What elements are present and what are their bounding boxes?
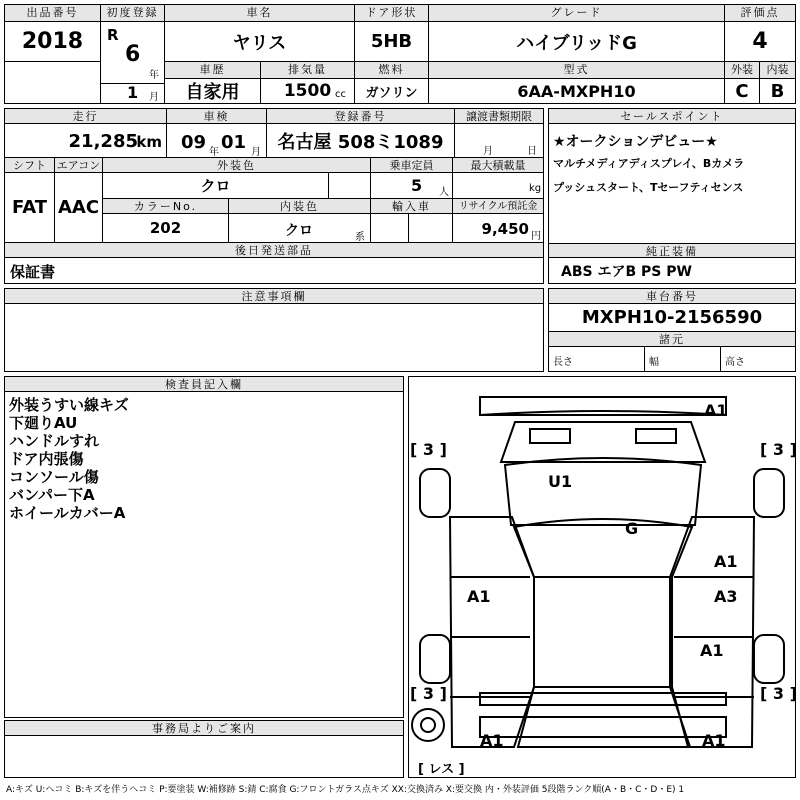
fuel-header: 燃料 (355, 62, 429, 79)
ac-header: エアコン (55, 158, 103, 173)
mileage: 21,285 (68, 131, 138, 152)
fuel: ガソリン (355, 79, 429, 103)
sales-point-1: ★オークションデビュー★ (553, 134, 718, 150)
inspector-notes (9, 396, 129, 522)
int-color-header: 内装色 (229, 199, 371, 214)
color-no: 202 (103, 214, 229, 243)
score: 4 (725, 22, 795, 62)
later-parts: 保証書 (10, 263, 56, 281)
height-label: 高さ (725, 357, 745, 368)
mileage-cell (5, 124, 167, 158)
first-reg-year-cell (101, 22, 165, 84)
year-unit: 年 (149, 70, 159, 81)
mark-hood: U1 (548, 472, 573, 491)
first-reg-month-cell (101, 84, 165, 103)
reg-year: 6 (125, 42, 141, 67)
chassis-no: MXPH10-2156590 (549, 304, 795, 332)
reg-month: 1 (127, 84, 139, 102)
max-load-cell (453, 173, 543, 199)
inspector-note: コンソール傷 (9, 468, 99, 486)
interior-grade: B (770, 80, 785, 102)
width-label: 幅 (649, 357, 659, 368)
later-parts-header: 後日発送部品 (5, 243, 543, 258)
car-diagram (410, 377, 794, 775)
capacity-cell (371, 173, 453, 199)
mark-rear-right: A1 (702, 731, 726, 750)
capacity-unit: 人 (439, 187, 449, 198)
reg-no: 名古屋 508ミ1089 (267, 124, 455, 158)
specs-header: 諸元 (549, 332, 795, 347)
load-unit: kg (529, 183, 542, 194)
mark-windshield: G (625, 519, 639, 538)
capacity-header: 乗車定員 (371, 158, 453, 173)
sales-point-header: セールスポイント (549, 109, 795, 124)
sales-point-2: マルチメディアディスプレイ、Bカメラ (553, 157, 745, 170)
header-block (4, 4, 796, 104)
inspector-header: 検査員記入欄 (5, 377, 403, 392)
km-unit: km (136, 133, 162, 151)
inspector-note: ハンドルすれ (9, 432, 100, 450)
mark-tire-fr: [ 3 ] (760, 440, 797, 459)
recycle-header: リサイクル預託金 (453, 199, 543, 214)
inspector-note: 外装うすい線キズ (9, 396, 129, 414)
month-unit: 月 (149, 92, 159, 103)
car-name: ヤリス (165, 22, 355, 62)
inspection-header: 車検 (167, 109, 267, 124)
notes-header: 注意事項欄 (5, 289, 543, 304)
mark-front-bumper: A1 (704, 401, 728, 420)
details-block (4, 108, 544, 284)
later-parts-cell (5, 258, 543, 283)
reg-no-header: 登録番号 (267, 109, 455, 124)
mark-right-front-door: A3 (714, 587, 738, 606)
ext-color: クロ (103, 173, 329, 199)
mark-spare: [ レス ] (418, 762, 465, 777)
ac: AAC (55, 173, 103, 243)
mark-tire-rl: [ 3 ] (410, 684, 447, 703)
lot-no: 2018 (5, 22, 101, 62)
mark-tire-rr: [ 3 ] (760, 684, 797, 703)
exterior-grade: C (725, 79, 760, 103)
grade-header: グレード (429, 5, 725, 22)
recycle: 9,450 (481, 220, 529, 238)
door-type: 5HB (355, 22, 429, 62)
color-no-header: カラーNo. (103, 199, 229, 214)
mark-right-front-fender: A1 (714, 552, 738, 571)
model-code: 6AA-MXPH10 (429, 79, 725, 103)
yen-unit: 円 (531, 231, 541, 242)
mark-rear-left: A1 (480, 731, 504, 750)
displacement: 1500 (283, 81, 332, 101)
legend: A:キズ U:ヘコミ B:キズを伴うヘコミ P:要塗装 W:補修跡 S:錆 C:腐食 G:フロントガラス点キズ XX:交換済み X:要交換 内・外装評価 5段階ランク順(A・B・C・D・E) 1 (6, 785, 685, 795)
max-load-header: 最大積載量 (453, 158, 543, 173)
capacity: 5 (411, 176, 423, 195)
inspection-month: 01 (221, 132, 247, 153)
shift-header: シフト (5, 158, 55, 173)
genuine-equipment: ABS エアB PS PW (561, 264, 692, 280)
transfer-day: 日 (527, 146, 537, 157)
mileage-header: 走行 (5, 109, 167, 124)
history: 自家用 (165, 79, 261, 103)
inspection-year-unit: 年 (209, 147, 219, 158)
mark-tire-fl: [ 3 ] (410, 440, 447, 459)
mark-right-rear-door: A1 (700, 641, 724, 660)
int-color-unit: 系 (355, 232, 365, 243)
transfer-month: 月 (483, 146, 493, 157)
office-block (4, 720, 404, 778)
inspection-year: 09 (181, 132, 207, 153)
inspector-note: ホイールカバーA (9, 504, 126, 522)
ext-color-header: 外装色 (103, 158, 371, 173)
chassis-header: 車台番号 (549, 289, 795, 304)
sales-point-block (548, 108, 796, 284)
shift: FAT (5, 173, 55, 243)
cc-unit: cc (335, 89, 346, 100)
length-label: 長さ (553, 357, 573, 368)
mark-left-front-door: A1 (467, 587, 491, 606)
inspector-note: ドア内張傷 (9, 450, 84, 468)
sales-point-3: プッシュスタート、Tセーフティセンス (553, 181, 744, 194)
int-color-cell (229, 214, 371, 243)
model-code-header: 型式 (429, 62, 725, 79)
import-header: 輸入車 (371, 199, 453, 214)
displacement-header: 排気量 (261, 62, 355, 79)
inspector-block (4, 376, 404, 718)
chassis-block (548, 288, 796, 372)
int-color: クロ (285, 223, 313, 239)
inspector-note: バンパー下A (9, 486, 95, 504)
transfer-header: 譲渡書類期限 (455, 109, 543, 124)
door-header: ドア形状 (355, 5, 429, 22)
inspection-month-unit: 月 (251, 147, 261, 158)
notes-block (4, 288, 544, 372)
inspector-note: 下廻りAU (9, 414, 78, 432)
displacement-cell (261, 79, 355, 103)
genuine-header: 純正装備 (549, 243, 795, 258)
car-name-header: 車名 (165, 5, 355, 22)
recycle-cell (453, 214, 543, 243)
transfer-cell (455, 124, 543, 158)
grade: ハイブリッドG (429, 22, 725, 62)
interior-header: 内装 (760, 62, 795, 79)
score-header: 評価点 (725, 5, 795, 22)
exterior-header: 外装 (725, 62, 760, 79)
history-header: 車歴 (165, 62, 261, 79)
first-reg-header: 初度登録 (101, 5, 165, 22)
era: R (107, 26, 119, 44)
inspection-cell (167, 124, 267, 158)
office-header: 事務局よりご案内 (5, 721, 403, 736)
lot-no-header: 出品番号 (5, 5, 101, 22)
